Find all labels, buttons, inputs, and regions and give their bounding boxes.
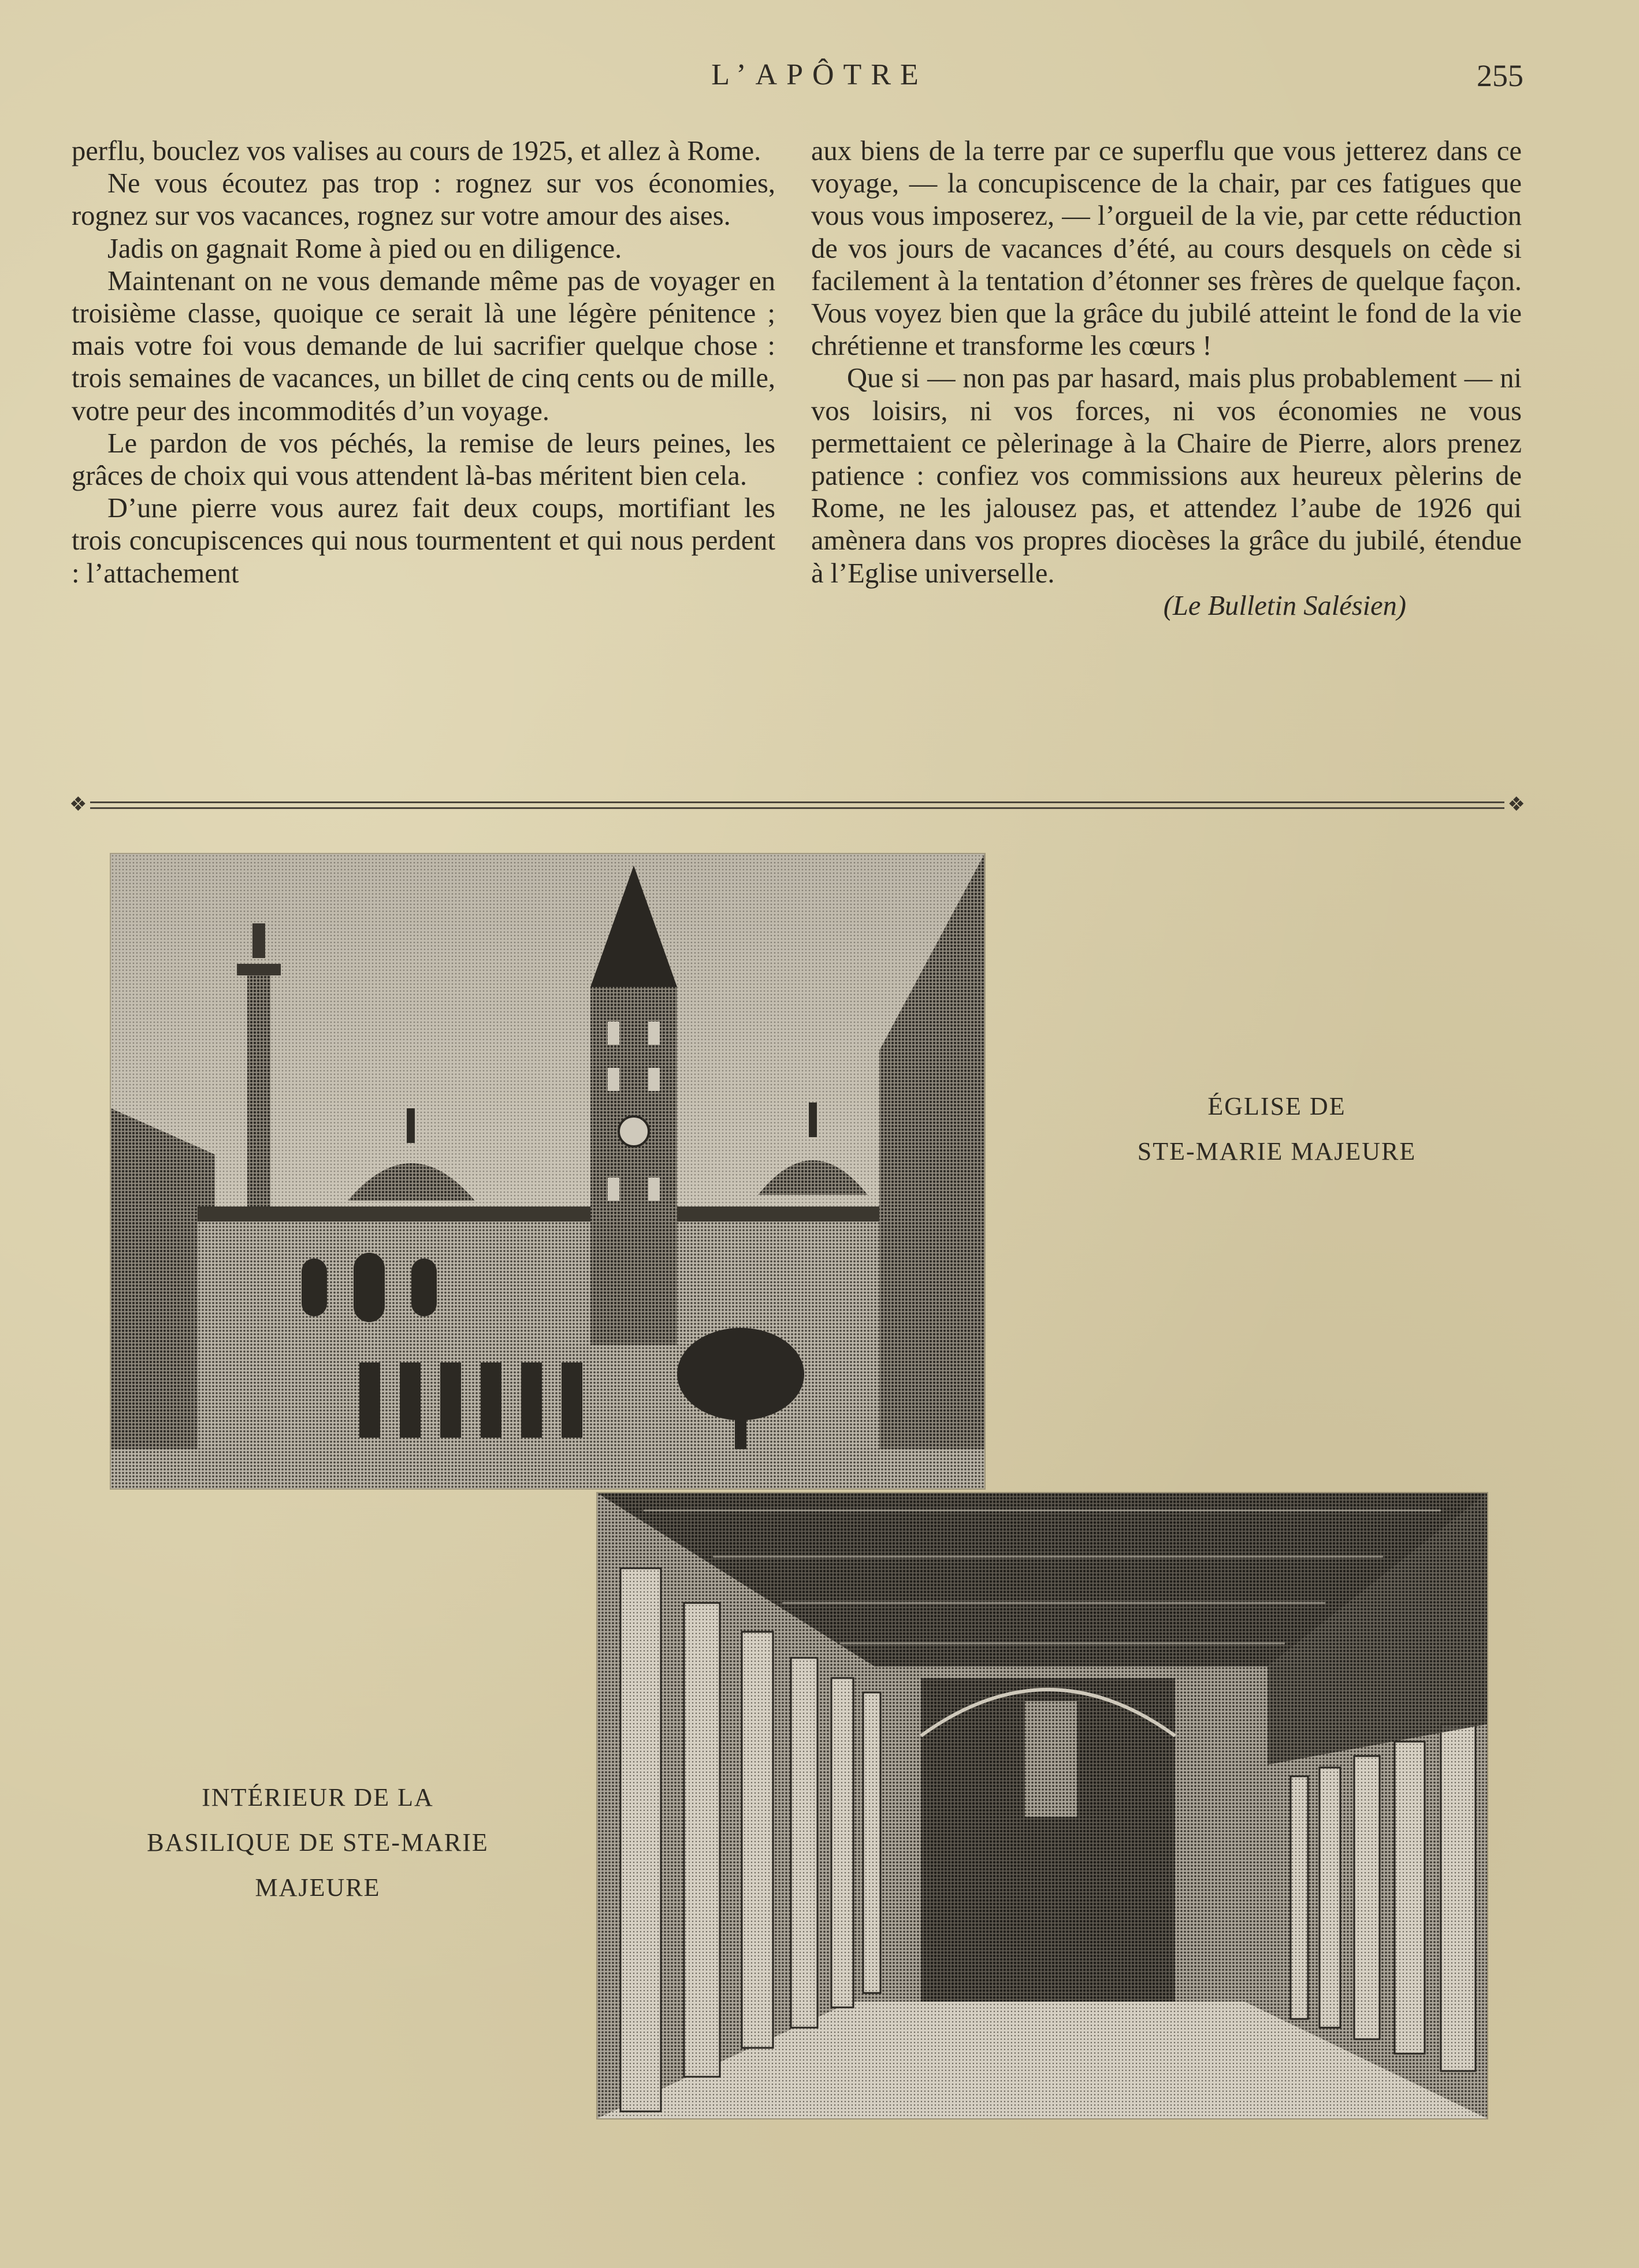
ornament-icon: ❖ — [69, 793, 87, 816]
paragraph: Maintenant on ne vous demande même pas de voyager en troisième classe, quoique ce serait là une légère pénitence ; mais votre foi vous demande de lui sacrifier quelque chose : trois semaines de vacances, un billet de cinq cents ou de mille, votre peur des incommodités d’un voyage. — [72, 265, 775, 426]
paragraph: Jadis on gagnait Rome à pied ou en diligence. — [107, 233, 622, 264]
caption-line: MAJEURE — [255, 1873, 381, 1902]
caption-line: STE-MARIE MAJEURE — [1137, 1137, 1417, 1165]
ornament-icon: ❖ — [1507, 793, 1525, 816]
paragraph: Que si — non pas par hasard, mais plus probablement — ni vos loisirs, ni vos forces, ni vos économies ne vous permettaient ce pèlerinage à la Chaire de Pierre, alors prenez patience : confiez vos commissions aux heureux pèlerins de Rome, ne les jalousez pas, et attendez l’aube de 1926 qui amènera dans vos propres diocèses la grâce du jubilé, étendue à l’Eglise universelle. — [811, 363, 1522, 589]
paragraph: Le pardon de vos péchés, la remise de leurs peines, les grâces de choix qui vous attendent là-bas méritent bien cela. — [72, 428, 775, 492]
paragraph: D’une pierre vous aurez fait deux coups, mortifiant les trois concupiscences qui nous tourmentent et qui nous perdent : l’attachement — [72, 493, 775, 589]
caption-line: INTÉRIEUR DE LA — [202, 1783, 434, 1812]
basilica-exterior-photo — [111, 854, 984, 1489]
divider-rule — [90, 801, 1504, 803]
caption-exterior — [1075, 1084, 1479, 1174]
text-column-right — [811, 135, 1522, 622]
divider-rule — [90, 807, 1504, 809]
paragraph: Ne vous écoutez pas trop : rognez sur vos économies, rognez sur vos vacances, rognez sur votre amour des aises. — [72, 168, 775, 232]
source-signature: (Le Bulletin Salésien) — [1163, 590, 1406, 621]
running-title: L’APÔTRE — [711, 58, 928, 91]
text-column-left — [72, 135, 775, 590]
caption-line: BASILIQUE DE STE-MARIE — [147, 1828, 489, 1857]
page-number: 255 — [1477, 58, 1523, 93]
caption-line: ÉGLISE DE — [1207, 1092, 1346, 1120]
caption-interior — [87, 1775, 549, 1910]
ornamental-divider — [69, 793, 1525, 818]
paragraph: perflu, bouclez vos valises au cours de 1925, et allez à Rome. — [72, 136, 761, 166]
basilica-interior-photo — [597, 1493, 1487, 2118]
paragraph: aux biens de la terre par ce superflu que vous jetterez dans ce voyage, — la concupiscence de la chair, par ces fatigues que vous vous imposerez, — l’orgueil de la vie, par cette réduction de vos jours de vacances d’été, au cours desquels on cède si facilement à la tentation d’étonner ses frères de quelque façon. Vous voyez bien que la grâce du jubilé atteint le fond de la vie chrétienne et transforme les cœurs ! — [811, 136, 1522, 362]
